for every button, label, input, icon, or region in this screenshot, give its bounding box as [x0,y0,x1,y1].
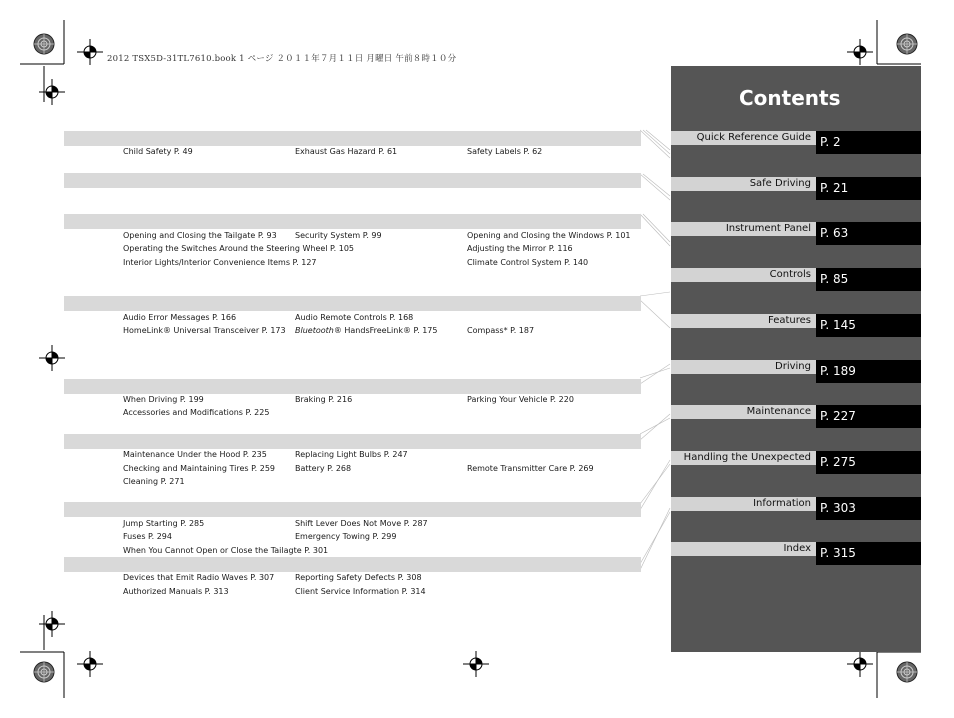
link-jump-starting[interactable]: Jump Starting P. 285 [123,519,205,528]
tab-page-number: P. 227 [816,405,921,428]
section-band-unexpected [64,502,641,517]
link-under-hood[interactable]: Maintenance Under the Hood P. 235 [123,450,267,459]
tab-page-number: P. 145 [816,314,921,337]
link-tires[interactable]: Checking and Maintaining Tires P. 259 [123,464,276,473]
link-shift-lever[interactable]: Shift Lever Does Not Move P. 287 [295,519,428,528]
tab-instrument-panel[interactable] [671,222,921,245]
link-compass[interactable]: Compass* P. 187 [467,326,535,335]
print-slug: 2012 TSX5D-31TL7610.book 1 ページ ２０１１年７月１１日 月曜日 午前８時１０分 [107,54,457,64]
tab-page-number: P. 189 [816,360,921,383]
link-client-service[interactable]: Client Service Information P. 314 [295,587,426,596]
tab-page-number: P. 63 [816,222,921,245]
section-band-instrument-panel [64,173,641,188]
link-light-bulbs[interactable]: Replacing Light Bulbs P. 247 [295,450,408,459]
bluetooth-label: Bluetooth® [295,326,342,335]
tab-driving[interactable] [671,360,921,383]
tab-label: Quick Reference Guide [671,131,816,145]
tab-label: Driving [671,360,816,374]
tab-index[interactable] [671,542,921,565]
link-fuses[interactable]: Fuses P. 294 [123,532,172,541]
tab-page-number: P. 85 [816,268,921,291]
tab-label: Maintenance [671,405,816,419]
tab-controls[interactable] [671,268,921,291]
tab-page-number: P. 2 [816,131,921,154]
link-child-safety[interactable]: Child Safety P. 49 [123,147,193,156]
connector-hatching [640,128,672,578]
tab-information[interactable] [671,497,921,520]
section-band-information [64,557,641,572]
link-battery[interactable]: Battery P. 268 [295,464,352,473]
link-exhaust-gas[interactable]: Exhaust Gas Hazard P. 61 [295,147,398,156]
link-radio-waves[interactable]: Devices that Emit Radio Waves P. 307 [123,573,275,582]
link-towing[interactable]: Emergency Towing P. 299 [295,532,397,541]
link-safety-defects[interactable]: Reporting Safety Defects P. 308 [295,573,422,582]
link-steering-switches[interactable]: Operating the Switches Around the Steering Wheel P. 105 [123,244,354,253]
link-audio-remote[interactable]: Audio Remote Controls P. 168 [295,313,414,322]
tab-page-number: P. 303 [816,497,921,520]
tab-label: Controls [671,268,816,282]
tab-handling-unexpected[interactable] [671,451,921,474]
link-when-driving[interactable]: When Driving P. 199 [123,395,204,404]
tab-page-number: P. 21 [816,177,921,200]
link-tailgate[interactable]: Opening and Closing the Tailgate P. 93 [123,231,277,240]
tab-quick-reference[interactable] [671,131,921,154]
handsfreelink-label: HandsFreeLink® P. 175 [341,326,438,335]
tab-label: Features [671,314,816,328]
tab-label: Safe Driving [671,177,816,191]
link-interior-lights[interactable]: Interior Lights/Interior Convenience Items P. 127 [123,258,317,267]
tab-safe-driving[interactable] [671,177,921,200]
link-audio-error[interactable]: Audio Error Messages P. 166 [123,313,237,322]
tab-label: Instrument Panel [671,222,816,236]
tab-page-number: P. 315 [816,542,921,565]
link-accessories[interactable]: Accessories and Modifications P. 225 [123,408,270,417]
tab-label: Handling the Unexpected [671,451,816,465]
link-windows[interactable]: Opening and Closing the Windows P. 101 [467,231,631,240]
link-mirror[interactable]: Adjusting the Mirror P. 116 [467,244,573,253]
link-security-system[interactable]: Security System P. 99 [295,231,382,240]
link-authorized-manuals[interactable]: Authorized Manuals P. 313 [123,587,229,596]
section-band-controls [64,214,641,229]
tab-page-number: P. 275 [816,451,921,474]
link-cleaning[interactable]: Cleaning P. 271 [123,477,185,486]
link-remote-transmitter[interactable]: Remote Transmitter Care P. 269 [467,464,594,473]
link-homelink[interactable]: HomeLink® Universal Transceiver P. 173 [123,326,286,335]
tab-maintenance[interactable] [671,405,921,428]
section-band-safe-driving [64,131,641,146]
tab-label: Information [671,497,816,511]
tab-features[interactable] [671,314,921,337]
page-title: Contents [739,86,841,110]
link-climate-control[interactable]: Climate Control System P. 140 [467,258,589,267]
link-safety-labels[interactable]: Safety Labels P. 62 [467,147,543,156]
section-band-driving [64,379,641,394]
section-band-features [64,296,641,311]
link-handsfreelink[interactable] [295,326,437,336]
link-parking[interactable]: Parking Your Vehicle P. 220 [467,395,574,404]
tab-label: Index [671,542,816,556]
section-band-maintenance [64,434,641,449]
link-braking[interactable]: Braking P. 216 [295,395,353,404]
link-tailgate-emergency[interactable]: When You Cannot Open or Close the Tailagte P. 301 [123,546,329,555]
